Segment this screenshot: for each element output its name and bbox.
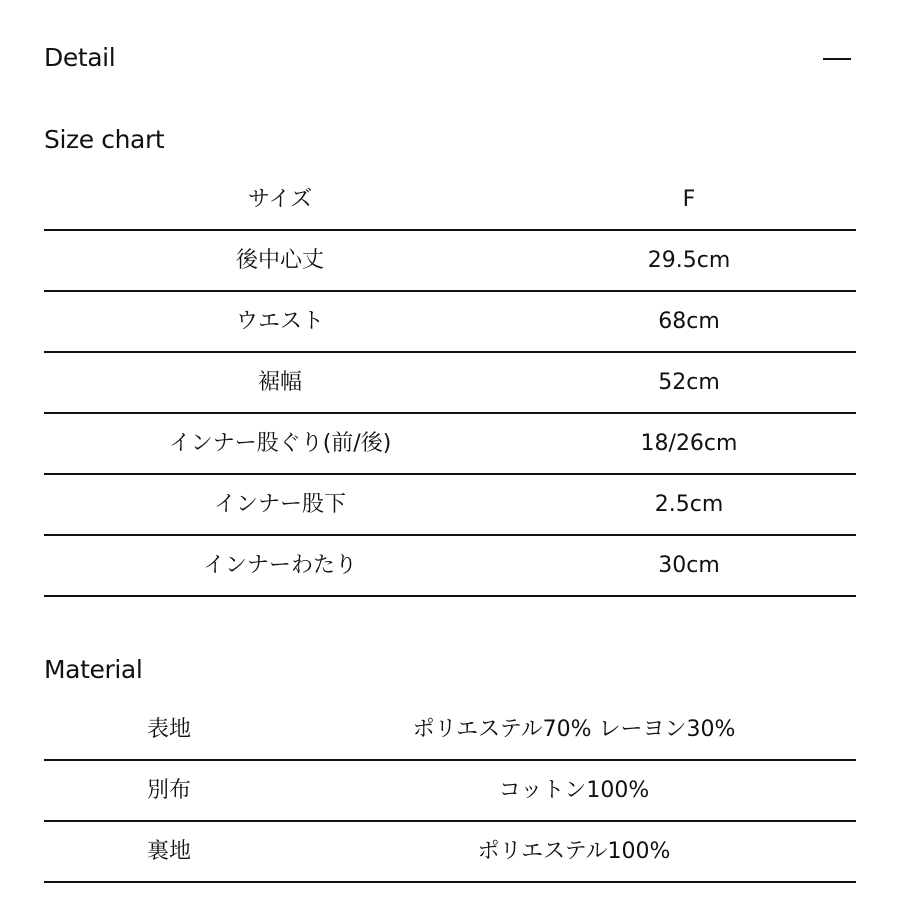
size-row-label: インナーわたり: [202, 553, 357, 578]
size-row-value: 2.5cm: [654, 492, 724, 517]
size-row-label: 裾幅: [257, 370, 302, 395]
table-row: [44, 822, 856, 883]
material-row-value: ポリエステル100%: [477, 839, 671, 864]
table-row: [44, 475, 856, 536]
minus-icon[interactable]: [822, 38, 852, 78]
material-title: Material: [44, 655, 143, 684]
size-header-label: サイズ: [247, 187, 313, 212]
table-row: [44, 700, 856, 761]
size-row-value: 29.5cm: [647, 248, 731, 273]
size-header-value: F: [682, 187, 696, 212]
size-row-label: ウエスト: [235, 309, 324, 334]
detail-title: Detail: [44, 43, 116, 72]
minus-bar: [823, 58, 851, 60]
size-row-label: インナー股ぐり(前/後): [168, 431, 392, 456]
table-row: [44, 231, 856, 292]
size-chart-table: [44, 170, 856, 597]
material-row-label: 裏地: [146, 839, 191, 864]
table-row: [44, 353, 856, 414]
size-row-value: 52cm: [658, 370, 720, 395]
size-chart-header-row: [44, 170, 856, 231]
table-row: [44, 292, 856, 353]
material-row-label: 別布: [146, 778, 191, 803]
detail-header[interactable]: [44, 38, 856, 78]
material-row-value: ポリエステル70% レーヨン30%: [412, 717, 736, 742]
size-chart-title: Size chart: [44, 125, 165, 154]
material-table: [44, 700, 856, 883]
table-row: [44, 761, 856, 822]
size-row-value: 18/26cm: [640, 431, 738, 456]
material-row-value: コットン100%: [498, 778, 650, 803]
size-row-value: 68cm: [658, 309, 720, 334]
table-row: [44, 536, 856, 597]
size-row-label: インナー股下: [213, 492, 346, 517]
material-row-label: 表地: [146, 717, 191, 742]
table-row: [44, 414, 856, 475]
size-row-label: 後中心丈: [235, 248, 324, 273]
size-row-value: 30cm: [658, 553, 720, 578]
